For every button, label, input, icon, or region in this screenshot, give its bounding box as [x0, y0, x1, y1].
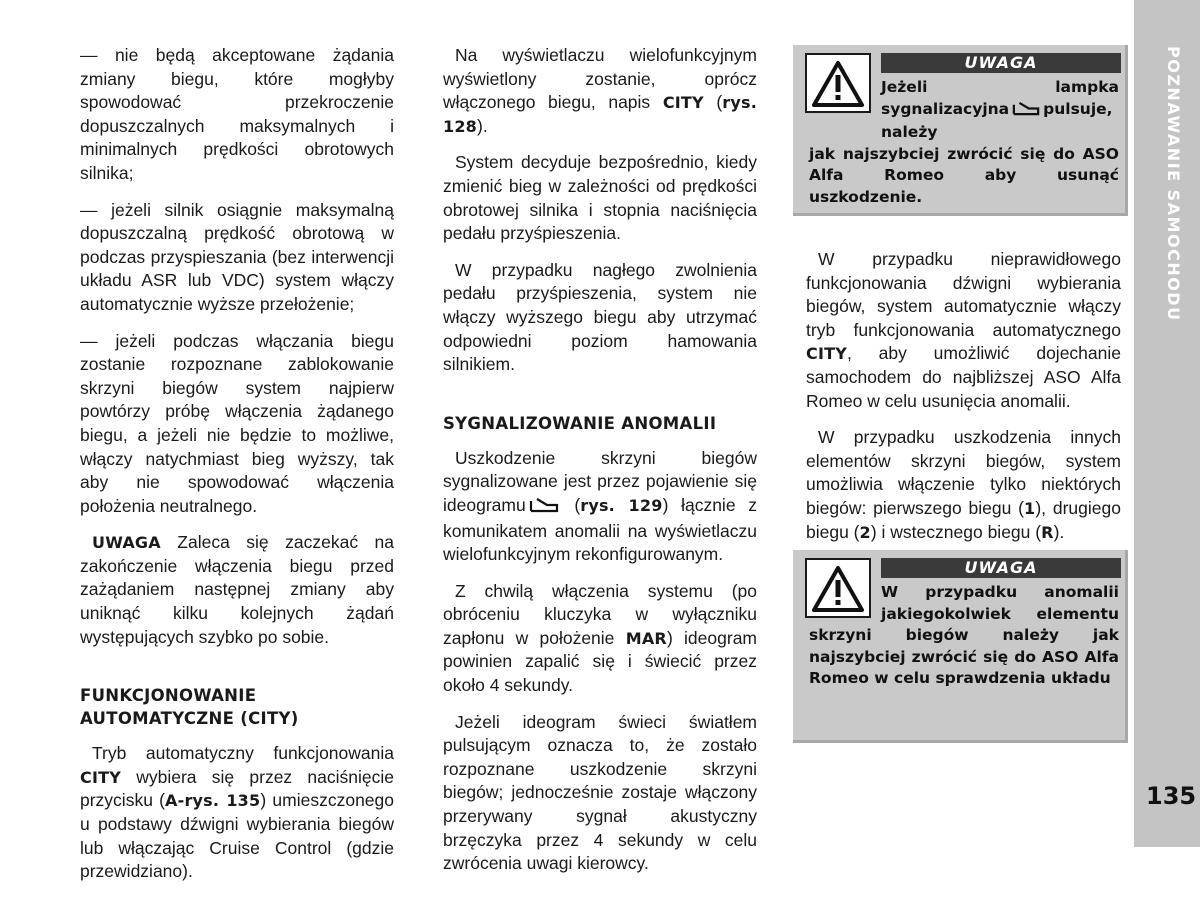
gearbox-fault-icon — [529, 496, 559, 520]
paragraph: — nie będą akceptowane żądania zmiany biegu, które mogłyby spowodować przekroczenie dopuszczalnych maksymalnych i minimalnych prędkości obrotowych silnika; — [80, 45, 394, 183]
paragraph: Uszkodzenie skrzyni biegów sygnalizowane jest przez pojawienie się ideogramu (rys. 129) łącznie z komunikatem anomalii na wyświetlaczu wielofunkcyjnym rekonfigurowanym. — [443, 447, 757, 565]
page-number: 135 — [1146, 782, 1197, 810]
warning-box — [793, 45, 1128, 216]
paragraph: W przypadku uszkodzenia innych elementów skrzyni biegów, system umożliwia włączenie tylko niektórych biegów: pierwszego biegu (1), drugiego biegu (2) i wstecznego biegu (R). — [806, 427, 1121, 542]
paragraph: — jeżeli podczas włączania biegu zostanie rozpoznane zablokowanie skrzyni biegów system najpierw powtórzy próbę włączenia żądanego biegu, a jeżeli nie będzie to możliwe, włączy natychmiast bieg wyższy, tak aby nie spowodować włączenia położenia neutralnego. — [80, 330, 394, 516]
warning-title: UWAGA — [881, 53, 1121, 73]
paragraph: Tryb automatyczny funkcjonowania CITY wybiera się przez naciśnięcie przycisku (A-rys. 135) umieszczonego u podstawy dźwigni wybierania biegów lub włączając Cruise Control (gdzie przewidziano). — [80, 743, 394, 882]
section-heading: SYGNALIZOWANIE ANOMALII — [443, 413, 717, 433]
warning-text: W przypadku anomalii jakiegokolwiek elementu skrzyni biegów należy jak najszybciej zwrócić się do ASO Alfa Romeo w celu sprawdzenia układu — [809, 583, 1119, 687]
section-title: POZNAWANIE SAMOCHODU — [1164, 46, 1183, 322]
warning-box — [793, 550, 1128, 743]
paragraph: W przypadku nagłego zwolnienia pedału przyśpieszenia, system nie włączy wyższego biegu aby utrzymać odpowiedni poziom hamowania silnikiem. — [443, 259, 757, 375]
warning-title: UWAGA — [881, 558, 1121, 578]
paragraph: Jeżeli ideogram świeci światłem pulsującym oznacza to, że zostało rozpoznane uszkodzenie skrzyni biegów; jednocześnie zostaje włączony przerywany sygnał akustyczny brzęczyka przez 4 sekundy w celu zwrócenia uwagi kierowcy. — [443, 711, 757, 874]
column-2 — [443, 44, 757, 889]
paragraph: W przypadku nieprawidłowego funkcjonowania dźwigni wybierania biegów, system automatycznie włączy tryb funkcjonowania automatycznego CITY, aby umożliwić dojechanie samochodem do najbliższej ASO Alfa Romeo w celu usunięcia anomalii. — [806, 249, 1121, 411]
paragraph: — jeżeli silnik osiągnie maksymalną dopuszczalną prędkość obrotową w podczas przyspieszania (bez interwencji układu ASR lub VDC) system włączy automatycznie wyższe przełożenie; — [80, 199, 394, 314]
warning-text: Jeżeli lampka sygnalizacyjna pulsuje, należy jak najszybciej zwrócić się do ASO Alfa Romeo aby usunąć uszkodzenie. — [809, 78, 1119, 206]
column-1 — [80, 44, 394, 897]
note-text: Zaleca się zaczekać na zakończenie włączenia biegu przed zażądaniem następnej zmiany aby uniknąć kilku kolejnych żądań występujących szybko po sobie. — [80, 532, 394, 647]
gearbox-fault-icon — [1012, 101, 1040, 123]
column-3 — [806, 248, 1121, 557]
paragraph: System decyduje bezpośrednio, kiedy zmienić bieg w zależności od prędkości obrotowej silnika i stopnia naciśnięcia pedału przyśpieszenia. — [443, 152, 757, 244]
paragraph: Z chwilą włączenia systemu (po obróceniu kluczyka w wyłączniku zapłonu w położenie MAR) ideogram powinien zapalić się i świecić przez około 4 sekundy. — [443, 580, 757, 696]
paragraph: Na wyświetlaczu wielofunkcyjnym wyświetlony zostanie, oprócz włączonego biegu, napis CITY (rys. 128). — [443, 45, 757, 136]
section-heading: FUNKCJONOWANIE AUTOMATYCZNE (CITY) — [80, 686, 299, 729]
note-label: UWAGA — [92, 533, 161, 553]
note-paragraph — [80, 531, 394, 649]
